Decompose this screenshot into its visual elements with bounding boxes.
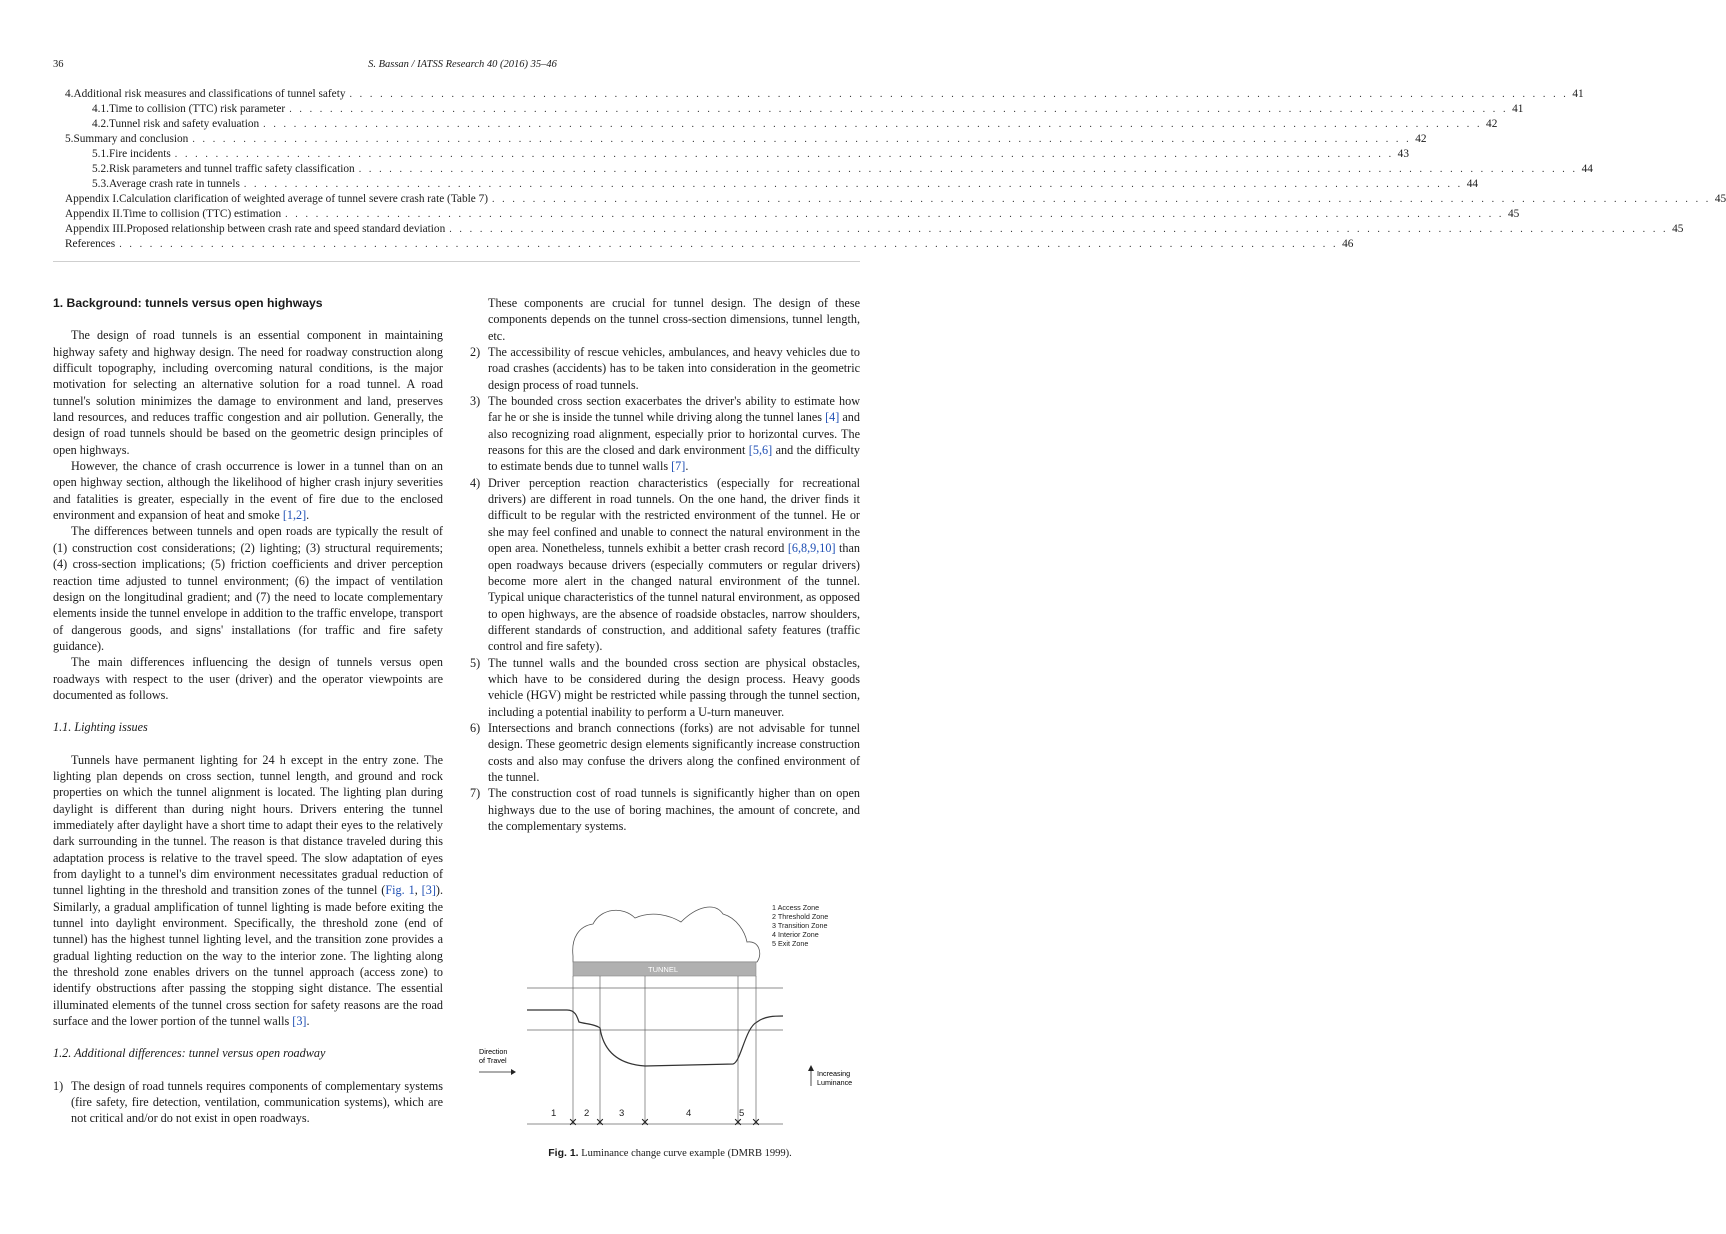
section-heading: 1. Background: tunnels versus open highways xyxy=(53,296,323,310)
paragraph: Tunnels have permanent lighting for 24 h except in the entry zone. The lighting plan depends on cross section, tunnel length, and ground and rock properties on which the tunnel alignment is located. The lighting plan during daylight is different than during night hours. Drivers entering the tunnel immediately after daylight have a short time to adapt their eyes to the relatively dark surrounding in the tunnel. The reason is that distance traveled during this adaptation process is relative to the travel speed. The slow adaptation of eyes from daylight to a tunnel's dim environment necessitates gradual reduction of tunnel lighting in the threshold and transition zones of the tunnel (Fig. 1, [3]). Similarly, a gradual amplification of tunnel lighting is made before exiting the tunnel into daylight environment. Specifically, the threshold zone (end of tunnel) has the highest tunnel lighting level, and the transition zone provides a gradual lighting reduction on the way to the interior zone. The lighting along the threshold zone enables drivers on the tunnel approach (access zone) to identify obstructions after passing the stopping sight distance. The essential illuminated elements of the tunnel cross section for safety reasons are the road surface and the lower portion of the tunnel walls [3]. xyxy=(53,752,443,1029)
toc-page: 45 xyxy=(1672,223,1684,235)
legend-item: 4 Interior Zone xyxy=(772,930,819,939)
citation-link[interactable]: [5,6] xyxy=(748,443,773,458)
figure-caption: Fig. 1. Luminance change curve example (DMRB 1999). xyxy=(548,1147,792,1159)
toc-page: 44 xyxy=(1466,178,1479,190)
toc-number: 5.3. xyxy=(92,178,109,190)
direction-label: Direction xyxy=(479,1047,508,1056)
toc-page: 43 xyxy=(1397,148,1409,160)
left-column xyxy=(53,295,443,1127)
zone-number: 5 xyxy=(739,1108,745,1119)
toc-entry[interactable] xyxy=(65,133,1427,148)
legend-item: 1 Access Zone xyxy=(772,903,820,912)
toc-page: 44 xyxy=(1581,163,1593,175)
subsection-heading: 1.2. Additional differences: tunnel versus open roadway xyxy=(53,1046,326,1061)
legend-item: 3 Transition Zone xyxy=(772,921,828,930)
terrain-outline xyxy=(573,907,760,962)
toc-leader: . . . . . . . . . . . . . . . . . . . . . . . . . . . . . . . . . . . . . . . . . . . . . . . . . . . . . . . . . . . . . . . . . . . . . . . . . . . . . . . . . . . . . . . . . . . . . . . . . . . . . . . . . . . . . . . . . . . . . . . . xyxy=(263,119,1483,130)
zone-number: 4 xyxy=(686,1108,692,1119)
toc-number: 4.1. xyxy=(92,103,109,115)
toc-title: Proposed relationship between crash rate and speed standard deviation xyxy=(126,223,446,235)
toc-entry[interactable] xyxy=(65,238,1354,253)
toc-page: 45 xyxy=(1508,208,1520,220)
svg-text:✕: ✕ xyxy=(595,1117,605,1129)
citation-link[interactable]: [6,8,9,10] xyxy=(787,541,836,556)
zone-cross-marks xyxy=(568,1117,760,1129)
toc-number: 4. xyxy=(65,88,74,100)
toc-number: 5.1. xyxy=(92,148,109,160)
toc-title: Time to collision (TTC) estimation xyxy=(122,208,282,220)
paragraph: The main differences influencing the design of tunnels versus open roadways with respect to the user (driver) and the operator viewpoints are documented as follows. xyxy=(53,655,443,702)
legend-item: 2 Threshold Zone xyxy=(772,912,829,921)
toc-page: 41 xyxy=(1572,88,1584,100)
page-number: 36 xyxy=(53,59,64,70)
toc-entry[interactable] xyxy=(92,118,1498,133)
toc-page: 45 xyxy=(1714,193,1726,205)
toc-number: Appendix I. xyxy=(65,193,119,205)
toc-leader: . . . . . . . . . . . . . . . . . . . . . . . . . . . . . . . . . . . . . . . . . . . . . . . . . . . . . . . . . . . . . . . . . . . . . . . . . . . . . . . . . . . . . . . . . . . . . . . . . . . . . . . . . . . . . . . . . . . . . . . . xyxy=(349,89,1569,100)
running-title: S. Bassan / IATSS Research 40 (2016) 35–46 xyxy=(368,59,557,70)
toc-number: 5.2. xyxy=(92,163,109,175)
toc-page: 41 xyxy=(1512,103,1524,115)
right-column xyxy=(470,295,861,834)
toc-entry[interactable] xyxy=(65,208,1520,223)
toc-title: Calculation clarification of weighted average of tunnel severe crash rate (Table 7) xyxy=(118,193,488,205)
toc-number: 5. xyxy=(65,133,74,145)
toc-entry[interactable] xyxy=(65,223,1684,238)
citation-link[interactable]: [3] xyxy=(292,1014,307,1029)
ground-lines xyxy=(527,988,783,1124)
list-item: 4) Driver perception reaction characteristics (especially for recreational drivers) are different in road tunnels. On the one hand, the driver finds it difficult to be regular with the restricted environment of the tunnel. He or she may feel confined and unable to connect the natural environment in the open area. Nonetheless, tunnels exhibit a better crash record [6,8,9,10] than open roadways because drivers (especially commuters or regular drivers) become more alert in the changed natural environment of the tunnel. Typical unique characteristics of the tunnel natural environment, as opposed to open highways, are the absence of roadside obstacles, narrow shoulders, different standards of construction, and additional safety features (traffic control and fire safety). xyxy=(470,475,861,654)
toc-title: Average crash rate in tunnels xyxy=(108,178,240,190)
toc-entry[interactable] xyxy=(65,88,1584,103)
toc-page: 42 xyxy=(1415,133,1427,145)
luminance-curve-figure xyxy=(475,898,865,1138)
list-item-continuation: These components are crucial for tunnel design. The design of these components depends on the tunnel cross-section dimensions, tunnel length, etc. xyxy=(488,296,860,343)
list-item: 3) The bounded cross section exacerbates the driver's ability to estimate how far he or she is inside the tunnel while driving along the tunnel lanes [4] and also recognizing road alignment, especially prior to horizontal curves. The reasons for this are the closed and dark environment [5,6] and the difficulty to estimate bends due to tunnel walls [7]. xyxy=(470,394,860,474)
citation-link[interactable]: [3] xyxy=(421,883,436,898)
toc-leader: . . . . . . . . . . . . . . . . . . . . . . . . . . . . . . . . . . . . . . . . . . . . . . . . . . . . . . . . . . . . . . . . . . . . . . . . . . . . . . . . . . . . . . . . . . . . . . . . . . . . . . . . . . . . . . . . . . . . . . . . xyxy=(285,209,1505,220)
increasing-label: Luminance xyxy=(817,1078,853,1087)
citation-link[interactable]: [1,2] xyxy=(282,508,307,523)
increasing-label: Increasing xyxy=(817,1069,851,1078)
toc-number: Appendix III. xyxy=(65,223,127,235)
figure-link[interactable]: Fig. 1 xyxy=(385,883,415,898)
toc-title: Fire incidents xyxy=(108,148,171,160)
toc-leader: . . . . . . . . . . . . . . . . . . . . . . . . . . . . . . . . . . . . . . . . . . . . . . . . . . . . . . . . . . . . . . . . . . . . . . . . . . . . . . . . . . . . . . . . . . . . . . . . . . . . . . . . . . . . . . . . . . . . . . . . xyxy=(243,179,1463,190)
zone-legend xyxy=(772,903,828,948)
toc-title: Risk parameters and tunnel traffic safety classification xyxy=(108,163,355,175)
toc-title: References xyxy=(65,238,116,250)
toc-entry[interactable] xyxy=(92,148,1409,163)
toc-divider xyxy=(53,261,860,262)
toc-page: 46 xyxy=(1342,238,1354,250)
list-item: 5) The tunnel walls and the bounded cross section are physical obstacles, which have to be considered during the design process. Heavy goods vehicle (HGV) might be restricted while passing through the tunnel section, including a potential inability to perform a U-turn maneuver. xyxy=(470,655,860,719)
list-item: 2) The accessibility of rescue vehicles, ambulances, and heavy vehicles due to road crashes (accidents) has to be taken into consideration in the geometric design process of road tunnels. xyxy=(470,345,860,392)
luminance-curve xyxy=(527,1010,783,1066)
svg-text:✕: ✕ xyxy=(733,1117,743,1129)
toc-leader: . . . . . . . . . . . . . . . . . . . . . . . . . . . . . . . . . . . . . . . . . . . . . . . . . . . . . . . . . . . . . . . . . . . . . . . . . . . . . . . . . . . . . . . . . . . . . . . . . . . . . . . . . . . . . . . . . . . . . . . . xyxy=(491,194,1711,205)
subsection-heading: 1.1. Lighting issues xyxy=(53,720,148,735)
toc-entry[interactable] xyxy=(92,103,1524,118)
toc-leader: . . . . . . . . . . . . . . . . . . . . . . . . . . . . . . . . . . . . . . . . . . . . . . . . . . . . . . . . . . . . . . . . . . . . . . . . . . . . . . . . . . . . . . . . . . . . . . . . . . . . . . . . . . . . . . . . . . . . . . . . xyxy=(192,134,1412,145)
paragraph: The differences between tunnels and open roads are typically the result of (1) construction cost considerations; (2) lighting; (3) structural requirements; (4) cross-section implications; (5) friction coefficients and driver perception reaction time adjusted to tunnel environment; (6) the impact of ventilation design on the longitudinal gradient; and (7) the need to locate complementary elements inside the tunnel envelope in addition to the traffic envelope, transport of dangerous goods, and signs' installations (for traffic and fire safety guidance). xyxy=(53,524,443,653)
tunnel-label: TUNNEL xyxy=(647,965,679,974)
toc-number: Appendix II. xyxy=(65,208,123,220)
direction-arrow-icon xyxy=(511,1069,516,1075)
legend-item: 5 Exit Zone xyxy=(772,939,809,948)
paragraph: However, the chance of crash occurrence is lower in a tunnel than on an open highway section, although the likelihood of higher crash injury severities and fatalities is greater, especially in the event of fire due to the enclosed environment and expansion of heat and smoke [1,2]. xyxy=(53,459,443,523)
list-item: 1) The design of road tunnels requires components of complementary systems (fire safety, fire detection, ventilation, communication systems), which are not critical and/or do not exist in open roadways. xyxy=(53,1078,443,1126)
toc-leader: . . . . . . . . . . . . . . . . . . . . . . . . . . . . . . . . . . . . . . . . . . . . . . . . . . . . . . . . . . . . . . . . . . . . . . . . . . . . . . . . . . . . . . . . . . . . . . . . . . . . . . . . . . . . . . . . . . . . . . . . xyxy=(289,104,1509,115)
zone-number: 2 xyxy=(584,1108,590,1119)
toc-leader: . . . . . . . . . . . . . . . . . . . . . . . . . . . . . . . . . . . . . . . . . . . . . . . . . . . . . . . . . . . . . . . . . . . . . . . . . . . . . . . . . . . . . . . . . . . . . . . . . . . . . . . . . . . . . . . . . . . . . . . . xyxy=(358,164,1578,175)
citation-link[interactable]: [4] xyxy=(825,410,840,425)
toc-entry[interactable] xyxy=(92,163,1593,178)
up-arrow-icon xyxy=(808,1065,814,1071)
svg-text:✕: ✕ xyxy=(568,1117,578,1129)
paragraph: The design of road tunnels is an essential component in maintaining highway safety and highway design. The need for roadway construction along difficult topography, including overcoming natural conditions, is the major motivation for selecting an alternative solution for a road tunnel. A road tunnel's solution minimizes the damage to environment and land, preserves land resources, and reduces traffic congestion and air pollution. Generally, the design of road tunnels should be based on the geometric design principles of open highways. xyxy=(53,328,443,457)
toc-leader: . . . . . . . . . . . . . . . . . . . . . . . . . . . . . . . . . . . . . . . . . . . . . . . . . . . . . . . . . . . . . . . . . . . . . . . . . . . . . . . . . . . . . . . . . . . . . . . . . . . . . . . . . . . . . . . . . . . . . . . . xyxy=(119,239,1339,250)
svg-text:✕: ✕ xyxy=(640,1117,650,1129)
toc-leader: . . . . . . . . . . . . . . . . . . . . . . . . . . . . . . . . . . . . . . . . . . . . . . . . . . . . . . . . . . . . . . . . . . . . . . . . . . . . . . . . . . . . . . . . . . . . . . . . . . . . . . . . . . . . . . . . . . . . . . . . xyxy=(449,224,1669,235)
toc-title: Time to collision (TTC) risk parameter xyxy=(108,103,286,115)
zone-number: 3 xyxy=(619,1108,625,1119)
toc-leader: . . . . . . . . . . . . . . . . . . . . . . . . . . . . . . . . . . . . . . . . . . . . . . . . . . . . . . . . . . . . . . . . . . . . . . . . . . . . . . . . . . . . . . . . . . . . . . . . . . . . . . . . . . . . . . . . . . . . . . . . xyxy=(174,149,1394,160)
zone-boundaries xyxy=(573,976,756,1124)
toc-title: Summary and conclusion xyxy=(73,133,189,145)
toc-entry[interactable] xyxy=(92,178,1479,193)
toc-title: Tunnel risk and safety evaluation xyxy=(108,118,260,130)
citation-link[interactable]: [7] xyxy=(671,459,686,474)
svg-text:✕: ✕ xyxy=(751,1117,761,1129)
list-item: 7) The construction cost of road tunnels is significantly higher than on open highways due to the use of boring machines, the amount of concrete, and the complementary systems. xyxy=(470,786,860,833)
direction-label: of Travel xyxy=(479,1056,507,1065)
toc-number: 4.2. xyxy=(92,118,109,130)
toc-page: 42 xyxy=(1486,118,1498,130)
toc-title: Additional risk measures and classifications of tunnel safety xyxy=(73,88,346,100)
zone-number: 1 xyxy=(551,1108,557,1119)
list-item: 6) Intersections and branch connections (forks) are not advisable for tunnel design. These geometric design elements significantly increase construction costs and also may confuse the drivers along the confined environment of the tunnel. xyxy=(470,720,860,784)
toc-entry[interactable] xyxy=(65,193,1726,208)
